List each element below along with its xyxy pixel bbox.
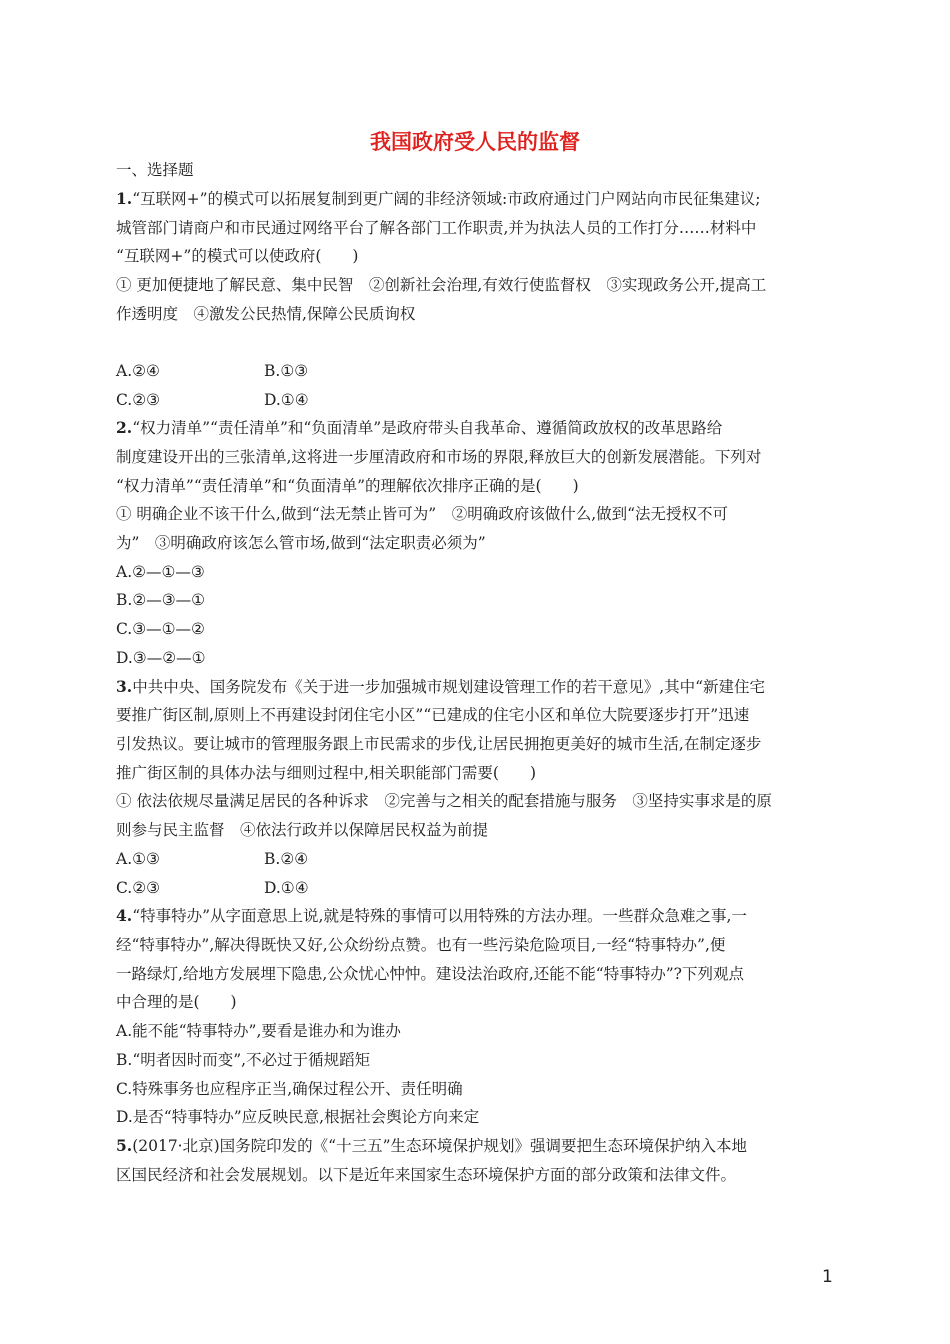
question-5-line-1 — [116, 1136, 747, 1156]
question-2-number: 2. — [116, 418, 133, 437]
question-3-line-2: 要推广街区制,原则上不再建设封闭住宅小区”“已建成的住宅小区和单位大院要逐步打开”迅速 — [116, 706, 750, 724]
question-4-line-4: 中合理的是( ) — [116, 993, 237, 1011]
question-4-line-3: 一路绿灯,给地方发展埋下隐患,公众忧心忡忡。建设法治政府,还能不能“特事特办”?下列观点 — [116, 965, 744, 983]
question-1-line-2: 城管部门请商户和市民通过网络平台了解各部门工作职责,并为执法人员的工作打分……材料中 — [116, 219, 757, 237]
question-3-statements-1: ① 依法依规尽量满足居民的各种诉求 ②完善与之相关的配套措施与服务 ③坚持实事求是的原 — [116, 792, 772, 810]
question-1-option-d: D.①④ — [264, 391, 309, 409]
question-1-option-c: C.②③ — [116, 391, 161, 409]
question-4-text-1: “特事特办”从字面意思上说,就是特殊的事情可以用特殊的方法办理。一些群众急难之事,一 — [132, 907, 747, 925]
question-3-text-1: 中共中央、国务院发布《关于进一步加强城市规划建设管理工作的若干意见》,其中“新建住宅 — [132, 678, 766, 696]
question-5-number: 5. — [116, 1136, 133, 1155]
question-4-option-a: A.能不能“特事特办”,要看是谁办和为谁办 — [116, 1022, 401, 1040]
question-4-option-c: C.特殊事务也应程序正当,确保过程公开、责任明确 — [116, 1080, 463, 1098]
question-4-line-1 — [116, 906, 747, 926]
question-4-option-b: B.“明者因时而变”,不必过于循规蹈矩 — [116, 1051, 371, 1069]
question-2-option-b: B.②—③—① — [116, 591, 206, 609]
page-title: 我国政府受人民的监督 — [370, 130, 580, 154]
page-number: 1 — [822, 1267, 833, 1287]
question-3-option-a: A.①③ — [116, 850, 160, 868]
question-3-line-3: 引发热议。要让城市的管理服务跟上市民需求的步伐,让居民拥抱更美好的城市生活,在制定逐步 — [116, 735, 762, 753]
question-3-line-4: 推广街区制的具体办法与细则过程中,相关职能部门需要( ) — [116, 764, 537, 782]
question-1-statements-1: ① 更加便捷地了解民意、集中民智 ②创新社会治理,有效行使监督权 ③实现政务公开,提高工 — [116, 276, 767, 294]
question-3-statements-2: 则参与民主监督 ④依法行政并以保障居民权益为前提 — [116, 821, 489, 839]
question-1-statements-2: 作透明度 ④激发公民热情,保障公民质询权 — [116, 305, 416, 323]
question-3-option-c: C.②③ — [116, 879, 161, 897]
question-1-option-a: A.②④ — [116, 362, 160, 380]
question-2-line-2: 制度建设开出的三张清单,这将进一步厘清政府和市场的界限,释放巨大的创新发展潜能。下列对 — [116, 448, 762, 466]
question-3-line-1 — [116, 677, 765, 697]
question-1-number: 1. — [116, 189, 133, 208]
question-1-text-1: “互联网+”的模式可以拓展复制到更广阔的非经济领域:市政府通过门户网站向市民征集建议; — [132, 190, 761, 208]
question-5-line-2: 区国民经济和社会发展规划。以下是近年来国家生态环境保护方面的部分政策和法律文件。 — [116, 1166, 737, 1184]
question-2-statements-2: 为” ③明确政府该怎么管市场,做到“法定职责必须为” — [116, 534, 486, 552]
question-2-option-d: D.③—②—① — [116, 649, 206, 667]
question-5-text-1: (2017·北京)国务院印发的《“十三五”生态环境保护规划》强调要把生态环境保护纳入本地 — [132, 1137, 748, 1155]
question-1-line-1 — [116, 189, 760, 209]
question-2-statements-1: ① 明确企业不该干什么,做到“法无禁止皆可为” ②明确政府该做什么,做到“法无授权不可 — [116, 505, 729, 523]
question-2-option-c: C.③—①—② — [116, 620, 205, 638]
question-1-line-3: “互联网+”的模式可以使政府( ) — [116, 247, 359, 265]
question-4-number: 4. — [116, 906, 133, 925]
question-2-line-3: “权力清单”“责任清单”和“负面清单”的理解依次排序正确的是( ) — [116, 477, 579, 495]
question-4-option-d: D.是否“特事特办”应反映民意,根据社会舆论方向来定 — [116, 1108, 480, 1126]
question-1-option-b: B.①③ — [264, 362, 309, 380]
question-3-option-d: D.①④ — [264, 879, 309, 897]
question-3-number: 3. — [116, 677, 133, 696]
question-4-line-2: 经“特事特办”,解决得既快又好,公众纷纷点赞。也有一些污染危险项目,一经“特事特办”,便 — [116, 936, 726, 954]
section-heading: 一、选择题 — [116, 161, 194, 179]
question-2-text-1: “权力清单”“责任清单”和“负面清单”是政府带头自我革命、遵循简政放权的改革思路给 — [132, 419, 723, 437]
question-3-option-b: B.②④ — [264, 850, 309, 868]
question-2-line-1 — [116, 418, 722, 438]
question-2-option-a: A.②—①—③ — [116, 563, 205, 581]
